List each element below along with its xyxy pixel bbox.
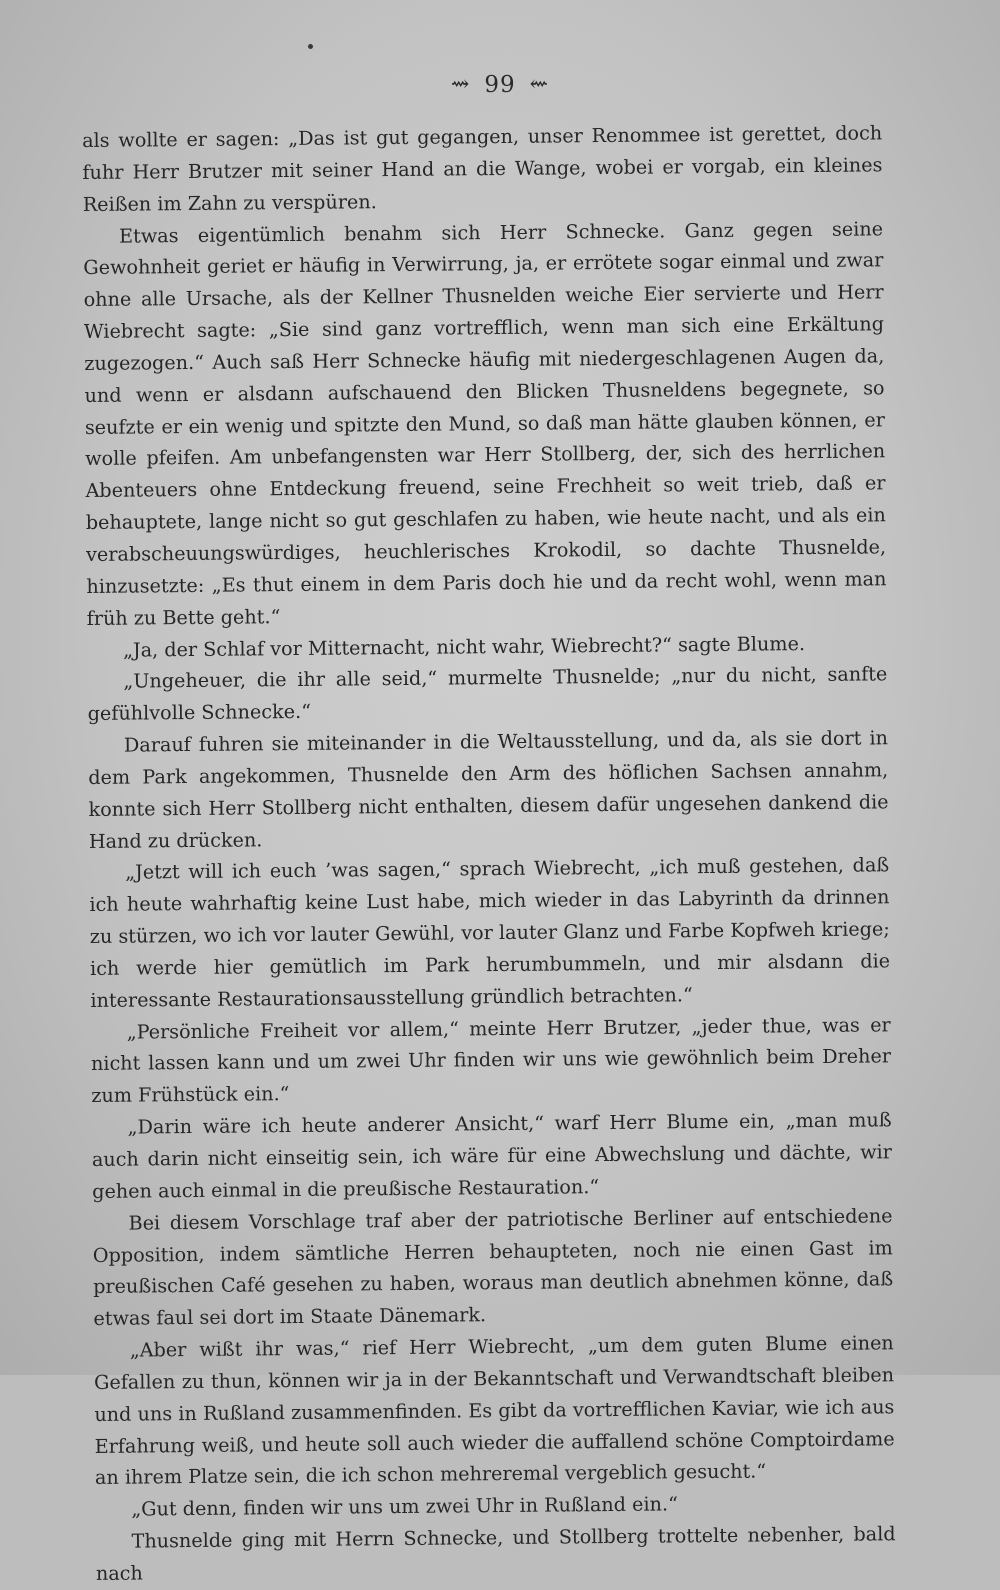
- paragraph: Darauf fuhren sie miteinander in die Weltausstellung, und da, als sie dort in dem Park angekommen, Thusnelde den Arm des höflichen Sachsen annahm, konnte sich Herr Stollberg nicht enthalten, diesem dafür ungesehen dankend die Hand zu drücken.: [88, 726, 889, 853]
- paragraph: als wollte er sagen: „Das ist gut gegangen, unser Renommee ist gerettet, doch fuhr Herr Brutzer mit seiner Hand an die Wange, wobei er vorgab, ein kleines Reißen im Zahn zu verspüren.: [82, 121, 883, 216]
- paragraph: „Ungeheuer, die ihr alle seid,“ murmelte Thusnelde; „nur du nicht, sanfte gefühlvolle Schnecke.“: [87, 662, 888, 726]
- paragraph: Bei diesem Vorschlage traf aber der patriotische Berliner auf entschiedene Opposition, indem sämtliche Herren behaupteten, noch nie einen Gast im preußischen Café gesehen zu haben, woraus man deutlich abnehmen könne, daß etwas faul sei dort im Staate Dänemark.: [92, 1203, 894, 1331]
- left-ornament: ⇝: [450, 72, 471, 97]
- right-ornament: ⇜: [529, 72, 550, 97]
- paragraph: Thusnelde ging mit Herrn Schnecke, und Stollberg trottelte nebenher, bald nach: [95, 1522, 896, 1585]
- page-header: [0, 72, 1000, 98]
- ink-speck: [308, 44, 313, 49]
- paragraph: „Jetzt will ich euch ’was sagen,“ sprach Wiebrecht, „ich muß gestehen, daß ich heute wahrhaftig keine Lust habe, mich wieder in das Labyrinth da drinnen zu stürzen, wo ich vor lauter Gewühl, vor lauter Glanz und Farbe Kopfweh kriege; ich werde hier gemütlich im Park herumbummeln, und mir alsdann die interessante Restaurationsausstellung gründlich betrachten.“: [89, 853, 891, 1012]
- paragraph: Etwas eigentümlich benahm sich Herr Schnecke. Ganz gegen seine Gewohnheit geriet er häufig in Verwirrung, ja, er errötete sogar einmal und zwar ohne alle Ursache, als der Kellner Thusnelden weiche Eier servierte und Herr Wiebrecht sagte: „Sie sind ganz vortrefflich, wenn man sich eine Erkältung zugezogen.“ Auch saß Herr Schnecke häufig mit niedergeschlagenen Augen da, und wenn er alsdann aufschauend den Blicken Thusneldens begegnete, so seufzte er ein wenig und spitzte den Mund, so daß man hätte glauben können, er wolle pfeifen. Am unbefangensten war Herr Stollberg, der, sich des herrlichen Abenteuers ohne Entdeckung freuend, seine Frechheit so weit trieb, daß er behauptete, lange nicht so gut geschlafen zu haben, wie heute nacht, und als ein verabscheuungswürdiges, heuchlerisches Krokodil, so dachte Thusnelde, hinzusetzte: „Es thut einem in dem Paris doch hie und da recht wohl, wenn man früh zu Bette geht.“: [83, 216, 887, 630]
- paragraph: „Gut denn, finden wir uns um zwei Uhr in Rußland ein.“: [131, 1492, 678, 1521]
- paragraph: „Ja, der Schlaf vor Mitternacht, nicht wahr, Wiebrecht?“ sagte Blume.: [122, 631, 806, 662]
- page-number: 99: [484, 72, 516, 98]
- paragraph: „Aber wißt ihr was,“ rief Herr Wiebrecht, „um dem guten Blume einen Gefallen zu thun, können wir ja in der Bekanntschaft und Verwandtschaft bleiben und uns in Rußland zusammenfinden. Es gibt da vortrefflichen Kaviar, wie ich aus Erfahrung weiß, und heute soll auch wieder die auffallend schöne Comptoirdame an ihrem Platze sein, die ich schon mehreremal vergeblich gesucht.“: [93, 1331, 895, 1490]
- body-text: [82, 117, 896, 1589]
- paragraph: „Darin wäre ich heute anderer Ansicht,“ warf Herr Blume ein, „man muß auch darin nicht einseitig sein, ich wäre für eine Abwechslung und dächte, wir gehen auch einmal in die preußische Restauration.“: [91, 1108, 893, 1203]
- paragraph: „Persönliche Freiheit vor allem,“ meinte Herr Brutzer, „jeder thue, was er nicht lassen kann und um zwei Uhr finden wir uns wie gewöhnlich beim Dreher zum Frühstück ein.“: [90, 1012, 892, 1108]
